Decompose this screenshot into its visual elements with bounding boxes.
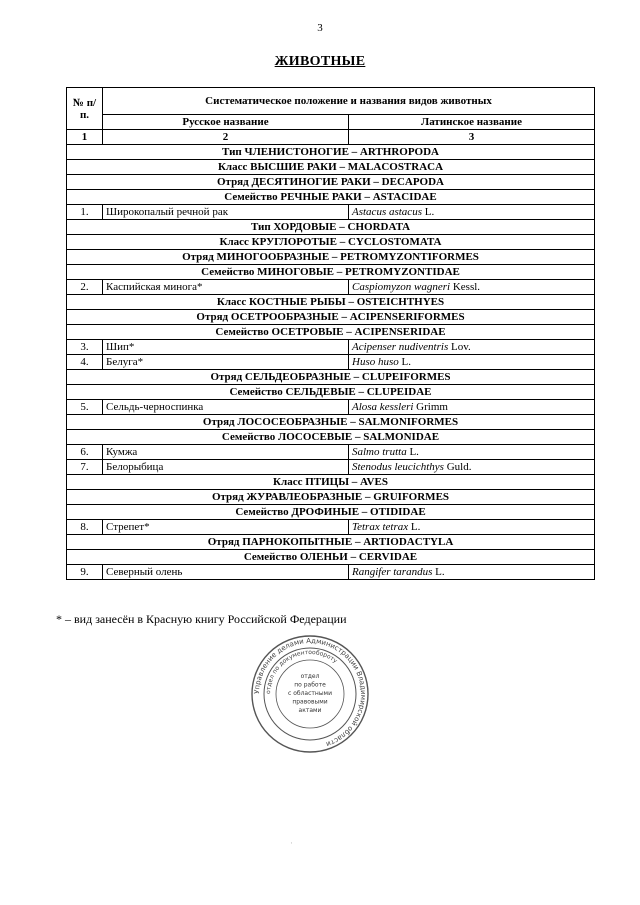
taxon-row: [67, 370, 595, 385]
taxon-label: Семейство ЛОСОСЕВЫЕ – SALMONIDAE: [67, 430, 595, 445]
stamp-center-line: с областными: [288, 690, 332, 697]
species-number: 2.: [67, 280, 103, 295]
taxon-label: Класс КОСТНЫЕ РЫБЫ – OSTEICHTHYES: [67, 295, 595, 310]
taxon-row: [67, 550, 595, 565]
species-author: Lov.: [448, 340, 471, 353]
taxon-row: [67, 190, 595, 205]
species-row: [67, 355, 595, 370]
species-number: 7.: [67, 460, 103, 475]
table-header-row: [67, 88, 595, 115]
stamp-outer-text: Управление делами Администрации Владимирской области: [252, 636, 368, 749]
species-row: [67, 565, 595, 580]
scan-mark: ·: [290, 838, 293, 848]
taxon-label: Семейство ОСЕТРОВЫЕ – ACIPENSERIDAE: [67, 325, 595, 340]
species-latin-cell: [349, 355, 595, 370]
taxon-label: Семейство ДРОФИНЫЕ – OTIDIDAE: [67, 505, 595, 520]
species-row: [67, 205, 595, 220]
taxon-label: Семейство РЕЧНЫЕ РАКИ – ASTACIDAE: [67, 190, 595, 205]
species-latin-name: Acipenser nudiventris: [352, 340, 449, 353]
species-author: L.: [432, 565, 445, 578]
species-latin-name: Salmo trutta: [352, 445, 407, 458]
species-number: 4.: [67, 355, 103, 370]
species-latin-name: Astacus astacus: [352, 205, 422, 218]
taxon-row: [67, 385, 595, 400]
species-number: 5.: [67, 400, 103, 415]
taxon-label: Отряд МИНОГООБРАЗНЫЕ – PETROMYZONTIFORMES: [67, 250, 595, 265]
species-row: [67, 340, 595, 355]
taxon-label: Класс ПТИЦЫ – AVES: [67, 475, 595, 490]
page-number: 3: [317, 22, 323, 34]
species-author: Kessl.: [450, 280, 481, 293]
taxon-label: Отряд ДЕСЯТИНОГИЕ РАКИ – DECAPODA: [67, 175, 595, 190]
species-latin-cell: [349, 340, 595, 355]
species-number: 8.: [67, 520, 103, 535]
taxon-label: Отряд ЛОСОСЕОБРАЗНЫЕ – SALMONIFORMES: [67, 415, 595, 430]
stamp-center-line: актами: [298, 707, 322, 714]
taxon-label: Отряд ЖУРАВЛЕОБРАЗНЫЕ – GRUIFORMES: [67, 490, 595, 505]
taxon-row: [67, 430, 595, 445]
taxon-row: [67, 535, 595, 550]
species-latin-name: Huso huso: [352, 355, 399, 368]
taxon-row: [67, 475, 595, 490]
species-author: L.: [406, 445, 419, 458]
taxon-row: [67, 220, 595, 235]
species-latin-name: Rangifer tarandus: [352, 565, 433, 578]
taxon-label: Класс КРУГЛОРОТЫЕ – CYCLOSTOMATA: [67, 235, 595, 250]
species-russian-name: Стрепет*: [103, 520, 349, 535]
species-author: Guld.: [443, 460, 472, 473]
taxon-label: Отряд ПАРНОКОПЫТНЫЕ – ARTIODACTYLA: [67, 535, 595, 550]
species-row: [67, 460, 595, 475]
species-number: 9.: [67, 565, 103, 580]
taxon-label: Отряд ОСЕТРООБРАЗНЫЕ – ACIPENSERIFORMES: [67, 310, 595, 325]
species-latin-name: Caspiomyzon wagneri: [352, 280, 451, 293]
species-latin-name: Tetrax tetrax: [352, 520, 409, 533]
taxon-label: Семейство ОЛЕНЬИ – CERVIDAE: [67, 550, 595, 565]
taxon-row: [67, 250, 595, 265]
official-stamp: [250, 634, 370, 754]
stamp-center-line: отдел: [300, 673, 320, 680]
species-latin-cell: [349, 400, 595, 415]
stamp-center-line: по работе: [294, 681, 326, 689]
species-latin-cell: [349, 280, 595, 295]
species-latin-cell: [349, 520, 595, 535]
header-latin: Латинское название: [349, 115, 595, 130]
stamp-inner-text: отдел по документообороту: [264, 648, 339, 695]
species-russian-name: Кумжа: [103, 445, 349, 460]
page-title: ЖИВОТНЫЕ: [274, 54, 366, 69]
species-author: Grimm: [413, 400, 448, 413]
stamp-center-text: [288, 673, 332, 714]
species-row: [67, 445, 595, 460]
header-main: Систематическое положение и названия видов животных: [103, 88, 595, 115]
species-latin-name: Stenodus leucichthys: [352, 460, 444, 473]
species-author: L.: [421, 205, 435, 218]
taxon-row: [67, 415, 595, 430]
taxon-row: [67, 325, 595, 340]
taxon-row: [67, 295, 595, 310]
taxon-row: [67, 175, 595, 190]
species-author: L.: [398, 355, 411, 368]
taxon-row: [67, 265, 595, 280]
species-row: [67, 520, 595, 535]
species-latin-cell: [349, 205, 595, 220]
taxon-label: Тип ЧЛЕНИСТОНОГИЕ – ARTHROPODA: [67, 145, 595, 160]
taxon-row: [67, 145, 595, 160]
table-column-numbers-row: [67, 130, 595, 145]
species-russian-name: Белуга*: [103, 355, 349, 370]
stamp-center-line: правовыми: [292, 698, 328, 706]
species-latin-cell: [349, 565, 595, 580]
header-russian: Русское название: [103, 115, 349, 130]
header-num: № п/п.: [67, 88, 103, 130]
taxon-row: [67, 235, 595, 250]
header-col1: 1: [67, 130, 103, 145]
taxon-row: [67, 505, 595, 520]
taxon-row: [67, 490, 595, 505]
taxon-label: Отряд СЕЛЬДЕОБРАЗНЫЕ – CLUPEIFORMES: [67, 370, 595, 385]
species-number: 6.: [67, 445, 103, 460]
species-latin-cell: [349, 460, 595, 475]
header-col2: 2: [103, 130, 349, 145]
taxon-row: [67, 160, 595, 175]
species-russian-name: Белорыбица: [103, 460, 349, 475]
species-number: 1.: [67, 205, 103, 220]
species-latin-name: Alosa kessleri: [352, 400, 414, 413]
species-author: L.: [408, 520, 421, 533]
species-russian-name: Широкопалый речной рак: [103, 205, 349, 220]
taxon-label: Семейство МИНОГОВЫЕ – PETROMYZONTIDAE: [67, 265, 595, 280]
footnote: * – вид занесён в Красную книгу Российской Федерации: [56, 612, 347, 626]
species-row: [67, 400, 595, 415]
taxon-row: [67, 310, 595, 325]
species-latin-cell: [349, 445, 595, 460]
species-russian-name: Шип*: [103, 340, 349, 355]
species-number: 3.: [67, 340, 103, 355]
taxon-label: Тип ХОРДОВЫЕ – CHORDATA: [67, 220, 595, 235]
taxon-label: Класс ВЫСШИЕ РАКИ – MALACOSTRACA: [67, 160, 595, 175]
species-russian-name: Северный олень: [103, 565, 349, 580]
species-row: [67, 280, 595, 295]
taxon-label: Семейство СЕЛЬДЕВЫЕ – CLUPEIDAE: [67, 385, 595, 400]
species-russian-name: Сельдь-черноспинка: [103, 400, 349, 415]
species-table: [66, 87, 595, 580]
species-russian-name: Каспийская минога*: [103, 280, 349, 295]
species-table-body: [67, 88, 595, 580]
header-col3: 3: [349, 130, 595, 145]
table-subheader-row: [67, 115, 595, 130]
